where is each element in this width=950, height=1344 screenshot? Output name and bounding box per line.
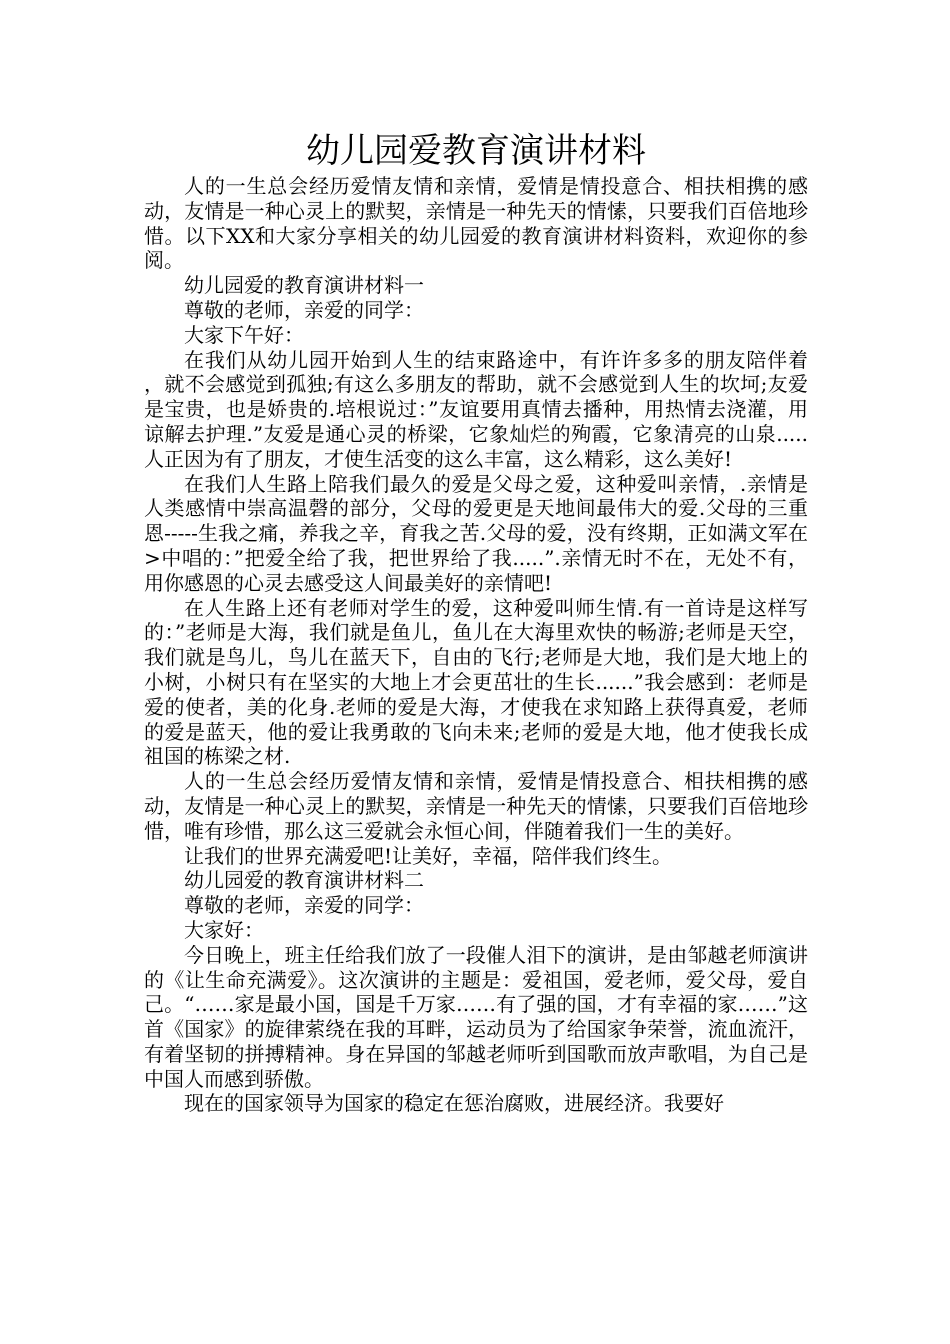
paragraph: 幼儿园爱的教育演讲材料二 (184, 868, 424, 893)
paragraph: 现在的国家领导为国家的稳定在惩治腐败，进展经济。我要好 (184, 1091, 724, 1116)
document-title: 幼儿园爱教育演讲材料 (306, 131, 646, 171)
paragraph: 在人生路上还有老师对学生的爱，这种爱叫师生情.有一首诗是这样写的：”老师是大海，我们就是鱼儿，鱼儿在大海里欢快的畅游;老师是天空，我们就是鸟儿，鸟儿在蓝天下，自由的飞行;老师是大地，我们是大地上的小树，小树只有在坚实的大地上才会更茁壮的生长......”我会感到：老师是爱的使者，美的化身.老师的爱是大海，才使我在求知路上获得真爱，老师的爱是蓝天，他的爱让我勇敢的飞向未来;老师的爱是大地，他才使我长成祖国的栋梁之材. (144, 595, 808, 769)
paragraph: 人的一生总会经历爱情友情和亲情，爱情是情投意合、相扶相携的感动，友情是一种心灵上的默契，亲情是一种先天的情愫，只要我们百倍地珍惜。以下XX和大家分享相关的幼儿园爱的教育演讲材料资料，欢迎你的参阅。 (144, 174, 808, 273)
document-page (144, 128, 808, 1116)
paragraph: 今日晚上，班主任给我们放了一段催人泪下的演讲，是由邹越老师演讲的《让生命充满爱》。这次演讲的主题是：爱祖国，爱老师，爱父母，爱自己。“……家是最小国，国是千万家……有了强的国，才有幸福的家……”这首《国家》的旋律萦绕在我的耳畔，运动员为了给国家争荣誉，流血流汗，有着坚韧的拼搏精神。身在异国的邹越老师听到国歌而放声歌唱，为自己是中国人而感到骄傲。 (144, 942, 808, 1091)
paragraph: 幼儿园爱的教育演讲材料一 (184, 273, 424, 298)
paragraph: 尊敬的老师，亲爱的同学： (184, 297, 424, 322)
paragraph: 让我们的世界充满爱吧!让美好，幸福，陪伴我们终生。 (184, 843, 673, 868)
paragraph: 大家好： (184, 917, 264, 942)
paragraph: 人的一生总会经历爱情友情和亲情，爱情是情投意合、相扶相携的感动，友情是一种心灵上的默契，亲情是一种先天的情愫，只要我们百倍地珍惜，唯有珍惜，那么这三爱就会永恒心间，伴随着我们一生的美好。 (144, 769, 808, 843)
document-body (144, 174, 808, 1116)
paragraph: 尊敬的老师，亲爱的同学： (184, 893, 424, 918)
paragraph: 在我们从幼儿园开始到人生的结束路途中，有许许多多的朋友陪伴着 ，就不会感觉到孤独;有这么多朋友的帮助，就不会感觉到人生的坎坷;友爱是宝贵，也是娇贵的.培根说过：”友谊要用真情去播种，用热情去浇灌，用谅解去护理.”友爱是通心灵的桥梁，它象灿烂的殉霞，它象清亮的山泉.....人正因为有了朋友，才使生活变的这么丰富，这么精彩，这么美好! (144, 347, 808, 471)
paragraph: 大家下午好： (184, 322, 304, 347)
paragraph: 在我们人生路上陪我们最久的爱是父母之爱，这种爱叫亲情，.亲情是人类感情中崇高温磬的部分，父母的爱更是天地间最伟大的爱.父母的三重恩-----生我之痛，养我之辛，育我之苦.父母的爱，没有终期，正如满文军在>中唱的：”把爱全给了我，把世界给了我.....”.亲情无时不在，无处不有，用你感恩的心灵去感受这人间最美好的亲情吧! (144, 471, 808, 595)
